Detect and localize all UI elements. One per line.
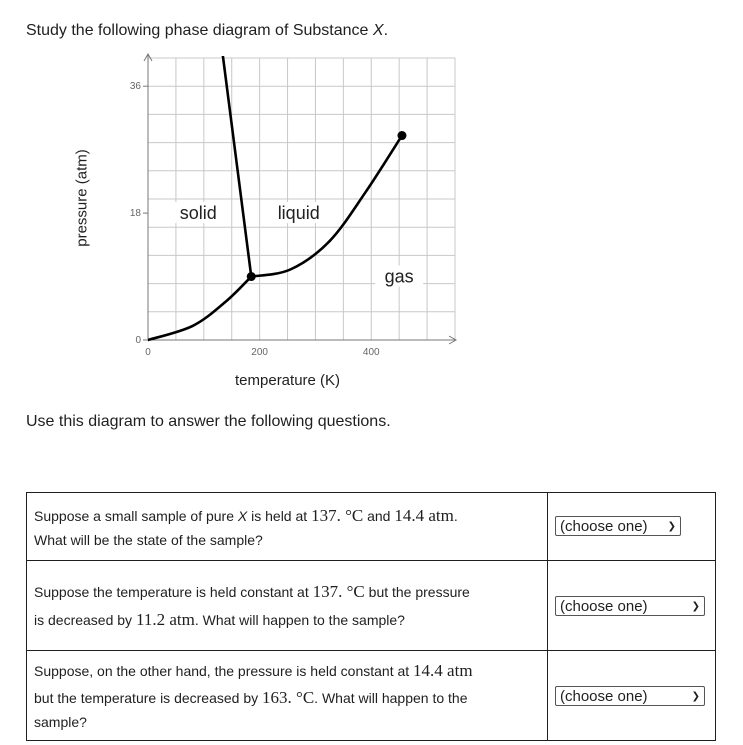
- q3-text-c: . What will happen to the: [314, 690, 468, 707]
- q3-text-d: sample?: [34, 714, 87, 731]
- y-tick-label: 36: [129, 81, 141, 93]
- q3-pressure: 14.4 atm: [413, 661, 473, 681]
- q2-text-c: is decreased by: [34, 611, 136, 628]
- chevron-down-icon: ❯: [667, 521, 676, 532]
- region-label: solid: [179, 203, 217, 224]
- q1-text-a: Suppose a small sample of pure: [34, 507, 238, 524]
- answer-1-select[interactable]: [555, 516, 681, 536]
- y-axis-label: pressure (atm): [73, 149, 91, 247]
- q1-text-d: .: [453, 507, 458, 524]
- answer-2-cell: [548, 561, 716, 651]
- q2-text-b: but the pressure: [364, 584, 470, 601]
- curve-group: [148, 51, 402, 340]
- x-tick-label: 400: [362, 347, 380, 358]
- q2-temperature: 137. °C: [312, 582, 365, 602]
- answer-2-select[interactable]: [555, 596, 705, 616]
- q2-text-d: . What will happen to the sample?: [194, 611, 405, 628]
- x-tick-label: 200: [251, 347, 268, 358]
- region-label: gas: [384, 266, 414, 287]
- substance-name: X: [372, 22, 384, 39]
- answer-3-select[interactable]: [555, 686, 705, 706]
- y-tick-label: 0: [135, 335, 141, 346]
- answer-1-select-value: (choose one): [560, 518, 648, 535]
- question-row-3: [27, 651, 716, 741]
- triple-point: [247, 272, 256, 281]
- q3-text-b: but the temperature is decreased by: [34, 690, 263, 707]
- question-row-1: [27, 493, 716, 561]
- q2-text-a: Suppose the temperature is held constant at: [34, 584, 313, 601]
- questions-table: [26, 492, 716, 741]
- answer-3-cell: [548, 651, 716, 741]
- answer-2-select-value: (choose one): [560, 597, 648, 615]
- q1-text-e: What will be the state of the sample?: [34, 531, 263, 548]
- phase-boundary-3: [222, 51, 251, 277]
- q1-pressure: 14.4 atm: [394, 505, 454, 525]
- answer-3-select-value: (choose one): [560, 687, 648, 705]
- answer-1-cell: [548, 493, 716, 561]
- q1-text-c: and: [363, 507, 395, 524]
- q2-pressure-change: 11.2 atm: [135, 609, 195, 629]
- instructions-text: Use this diagram to answer the following questions.: [26, 413, 391, 430]
- q1-var: X: [237, 507, 248, 524]
- region-label: liquid: [277, 203, 320, 224]
- critical-point: [397, 131, 406, 140]
- chevron-down-icon: ❯: [691, 600, 700, 612]
- question-3-text: [27, 651, 548, 741]
- chevron-down-icon: ❯: [691, 690, 700, 702]
- intro-before: Study the following phase diagram of Substance: [26, 22, 373, 39]
- q3-text-a: Suppose, on the other hand, the pressure is held constant at: [34, 663, 414, 680]
- q3-temperature-change: 163. °C: [262, 688, 315, 708]
- q1-temperature: 137. °C: [311, 505, 364, 525]
- y-tick-label: 18: [129, 208, 141, 220]
- x-tick-label: 0: [145, 347, 151, 358]
- question-1-text: [27, 493, 548, 561]
- phase-boundary-1: [148, 277, 251, 340]
- question-2-text: [27, 561, 548, 651]
- x-axis-label: temperature (K): [235, 372, 341, 389]
- intro-after: .: [383, 22, 389, 39]
- q1-text-b: is held at: [247, 507, 312, 524]
- question-row-2: [27, 561, 716, 651]
